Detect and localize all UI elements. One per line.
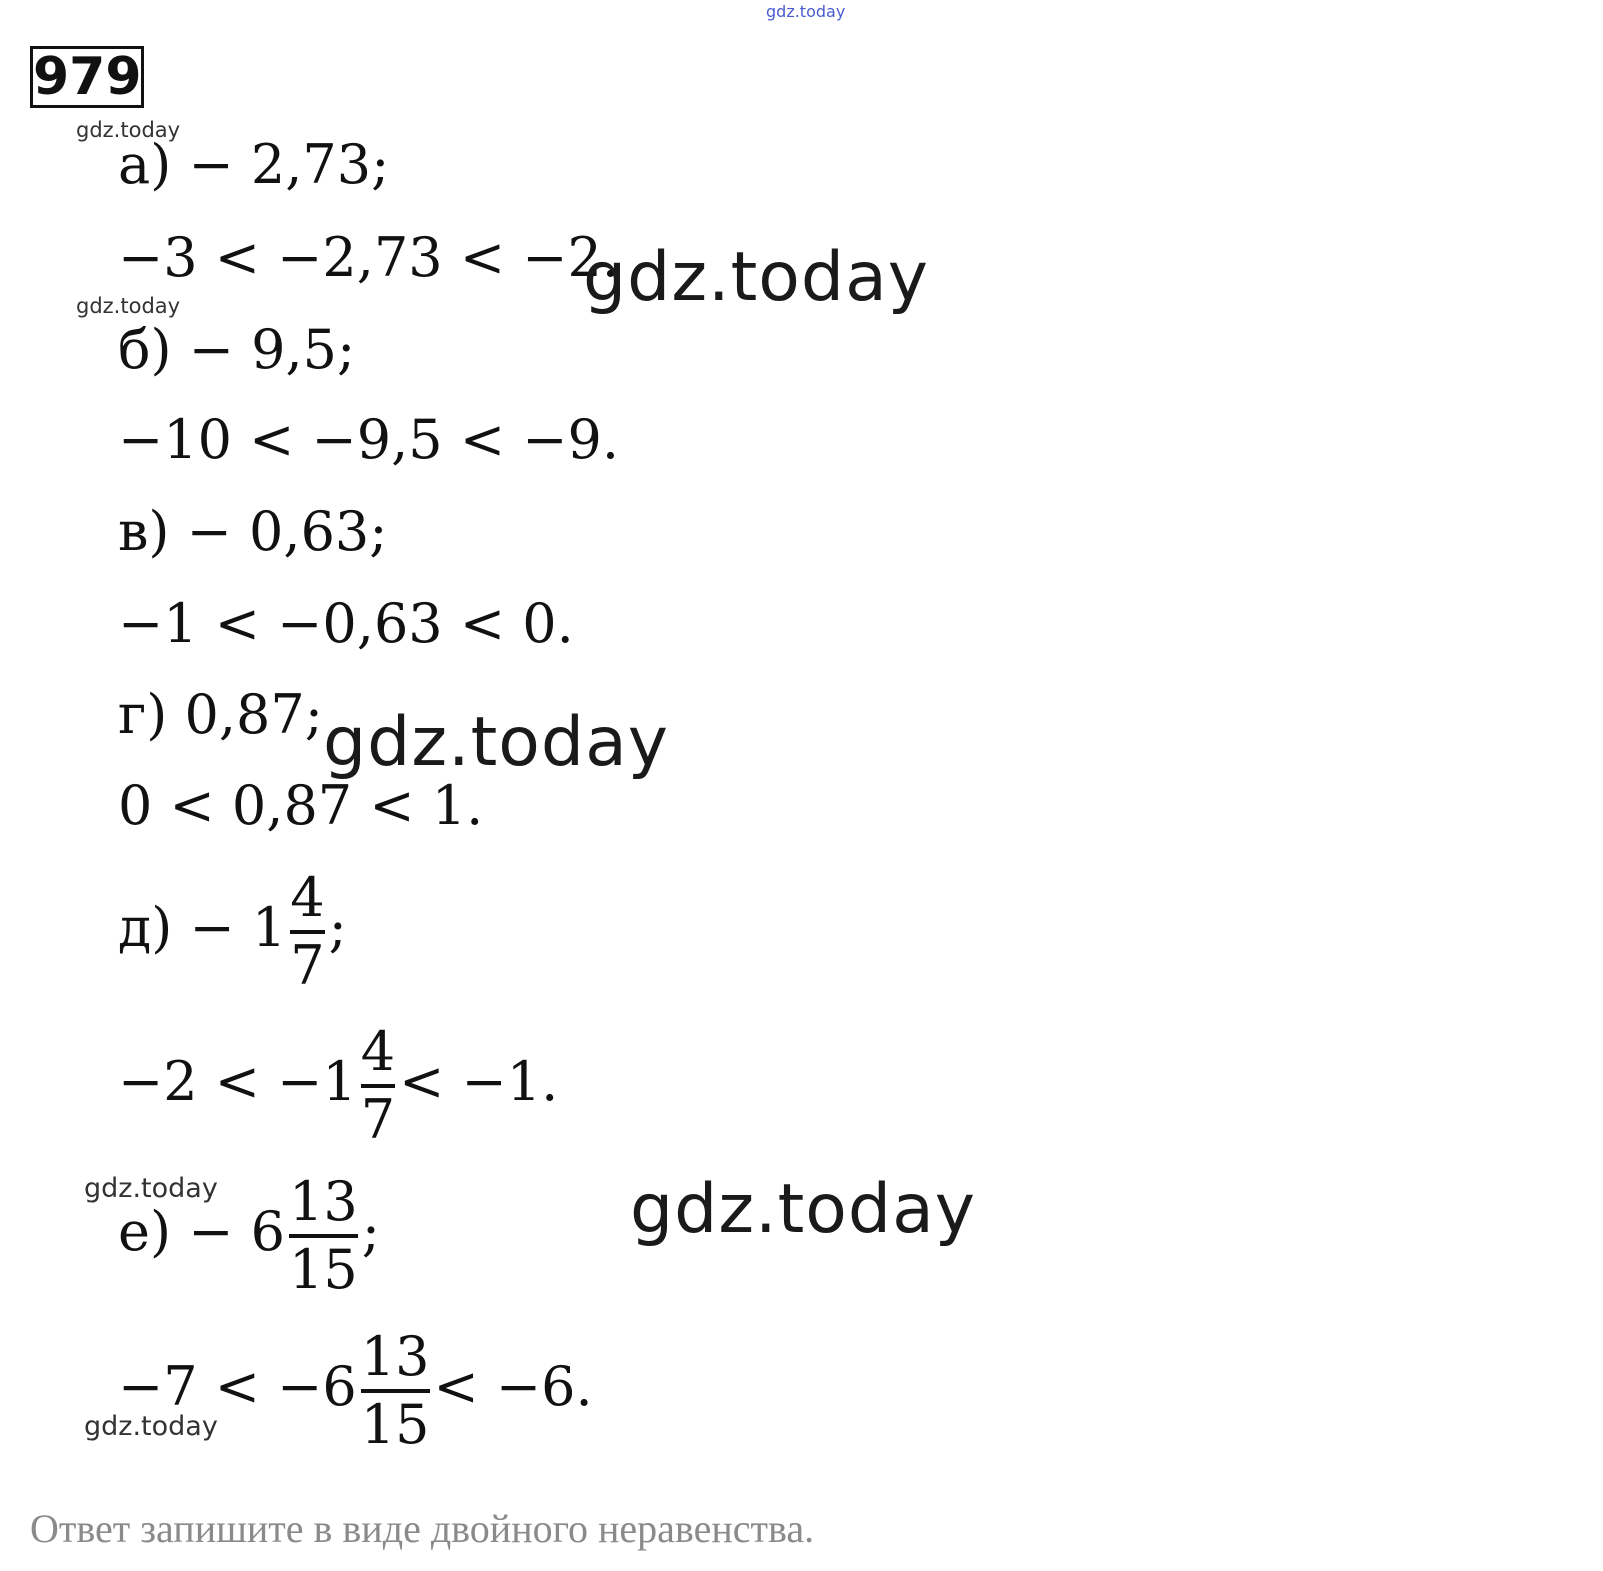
- item-value: − 9,5;: [188, 318, 356, 381]
- item-value-prefix: − 1: [189, 896, 287, 959]
- item-v-value: [118, 502, 387, 562]
- item-g-value: [118, 685, 323, 745]
- fraction: [289, 1170, 358, 1302]
- item-letter: б): [118, 318, 172, 381]
- watermark-large: gdz.today: [323, 703, 669, 782]
- item-value-suffix: ;: [328, 896, 347, 959]
- fraction-numerator: 4: [360, 1020, 396, 1083]
- watermark-small: gdz.today: [84, 1411, 218, 1442]
- item-value: − 2,73;: [188, 133, 390, 196]
- fraction-numerator: 4: [290, 866, 325, 929]
- item-e-inequality: [118, 1325, 593, 1457]
- watermark-large: gdz.today: [630, 1170, 976, 1249]
- item-g-inequality: 0 < 0,87 < 1.: [118, 774, 484, 837]
- item-d-value: [118, 866, 347, 998]
- fraction-denominator: 7: [360, 1088, 396, 1151]
- item-b-value: [118, 320, 355, 380]
- watermark-small: gdz.today: [84, 1173, 218, 1204]
- watermark-small: gdz.today: [76, 118, 181, 142]
- footer-instruction: Ответ запишите в виде двойного неравенства.: [30, 1506, 815, 1551]
- item-b-inequality: −10 < −9,5 < −9.: [118, 408, 620, 471]
- fraction-denominator: 15: [288, 1238, 358, 1301]
- item-v-inequality: −1 < −0,63 < 0.: [118, 592, 574, 655]
- item-value-suffix: ;: [361, 1200, 380, 1263]
- task-number: 979: [33, 47, 142, 107]
- inequality-right: < −1.: [399, 1050, 559, 1113]
- watermark-large: gdz.today: [583, 238, 929, 317]
- item-letter: г): [118, 683, 168, 746]
- item-value-prefix: − 6: [188, 1200, 285, 1263]
- fraction-numerator: 13: [360, 1325, 430, 1388]
- watermark-small: gdz.today: [76, 294, 181, 318]
- fraction: [290, 866, 324, 998]
- fraction-numerator: 13: [288, 1170, 358, 1233]
- item-e-value: [118, 1170, 380, 1302]
- item-value: − 0,63;: [186, 500, 388, 563]
- item-letter: д): [118, 896, 173, 959]
- fraction: [361, 1020, 395, 1152]
- fraction: [361, 1325, 430, 1457]
- inequality-right: < −6.: [433, 1355, 593, 1418]
- task-number-box: [30, 46, 144, 108]
- watermark-top: gdz.today: [766, 2, 846, 21]
- item-letter: а): [118, 133, 172, 196]
- fraction-denominator: 7: [290, 934, 325, 997]
- item-value: 0,87;: [184, 683, 323, 746]
- item-letter: е): [118, 1200, 172, 1263]
- item-d-inequality: [118, 1020, 558, 1152]
- fraction-denominator: 15: [360, 1393, 430, 1456]
- item-a-inequality: −3 < −2,73 < −2.: [118, 226, 620, 289]
- inequality-left: −2 < −1: [118, 1050, 357, 1113]
- item-a-value: [118, 135, 389, 195]
- item-letter: в): [118, 500, 170, 563]
- inequality-left: −7 < −6: [118, 1355, 357, 1418]
